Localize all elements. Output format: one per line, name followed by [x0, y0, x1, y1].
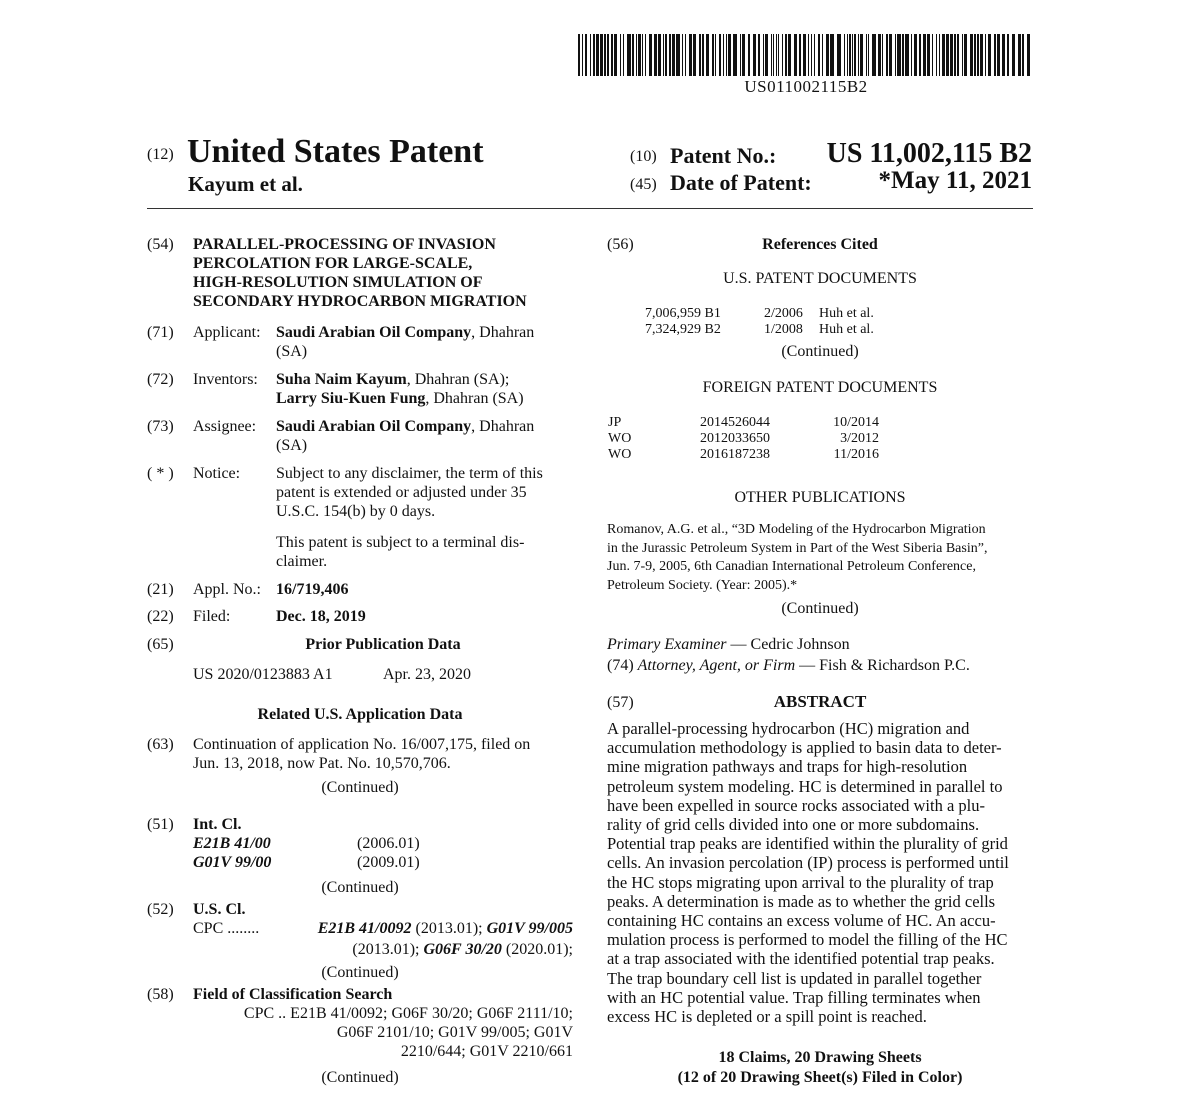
title-line: HIGH-RESOLUTION SIMULATION OF — [193, 274, 483, 291]
foreign-doc-country: WO — [608, 447, 632, 462]
applicant-label: Applicant: — [193, 324, 261, 341]
barcode-image — [578, 34, 1034, 76]
title-line: SECONDARY HYDROCARBON MIGRATION — [193, 293, 527, 310]
foreign-doc-country: WO — [608, 431, 632, 446]
notice-line: Subject to any disclaimer, the term of this — [276, 465, 543, 482]
inventors-label: Inventors: — [193, 371, 258, 388]
code-58: (58) — [147, 986, 174, 1003]
int-cl-code: G01V 99/00 — [193, 854, 272, 871]
patent-number: US 11,002,115 B2 — [826, 138, 1032, 169]
cpc-date: (2020.01); — [501, 941, 573, 958]
code-63: (63) — [147, 736, 174, 753]
abstract-line: A parallel-processing hydrocarbon (HC) migration and — [607, 719, 970, 738]
continued-link[interactable]: (Continued) — [321, 1069, 399, 1086]
int-cl-date: (2009.01) — [357, 854, 420, 871]
foreign-doc-country: JP — [608, 415, 622, 430]
abstract-line: at a trap associated with the identified potential trap peaks. — [607, 949, 995, 969]
cpc-line-1 — [270, 919, 573, 938]
continued-link[interactable]: (Continued) — [321, 964, 399, 981]
terminal-line: This patent is subject to a terminal dis- — [276, 534, 525, 551]
notice-label: Notice: — [193, 465, 241, 482]
appl-no: 16/719,406 — [276, 581, 349, 598]
abstract-line: accumulation methodology is applied to basin data to deter- — [607, 738, 1002, 758]
applicant-location: , Dhahran — [471, 324, 535, 341]
code-45: (45) — [630, 176, 657, 193]
code-10: (10) — [630, 148, 657, 165]
publication-line: Petroleum Society. (Year: 2005).* — [607, 577, 798, 593]
inventor-name: Suha Naim Kayum — [276, 371, 407, 388]
prior-publication-date: Apr. 23, 2020 — [383, 666, 471, 683]
other-publication — [607, 521, 1033, 595]
cpc-line-2 — [270, 940, 573, 959]
cpc-code: G06F 30/20 — [423, 941, 502, 958]
abstract-line: with an HC potential value. Trap filling terminates when — [607, 987, 981, 1007]
abstract-line: petroleum system modeling. HC is determined in parallel to — [607, 776, 1003, 796]
assignee — [276, 417, 534, 455]
continuation-text — [193, 735, 530, 773]
field-line: CPC .. E21B 41/0092; G06F 30/20; G06F 2111/10; — [243, 1005, 573, 1022]
foreign-doc-date: 3/2012 — [840, 431, 879, 446]
cpc-label: CPC ........ — [193, 920, 260, 937]
assignee-location: , Dhahran — [471, 418, 535, 435]
code-57: (57) — [607, 694, 634, 711]
applicant — [276, 323, 534, 361]
primary-examiner — [607, 635, 850, 654]
abstract-line: containing HC contains an excess volume of HC. An accu- — [607, 911, 996, 931]
abstract-line: have been expelled in source rocks associated with a plu- — [607, 795, 985, 815]
other-publications-heading: OTHER PUBLICATIONS — [734, 489, 906, 506]
notice-text — [276, 464, 573, 521]
header-rule — [147, 208, 1033, 209]
date-of-patent: *May 11, 2021 — [878, 167, 1032, 194]
field-of-search-text — [193, 1004, 573, 1061]
barcode-number: US011002115B2 — [744, 77, 868, 96]
inventors — [276, 370, 524, 408]
prior-publication-number: US 2020/0123883 A1 — [193, 666, 333, 683]
prior-publication-heading: Prior Publication Data — [305, 636, 461, 653]
references-cited-heading: References Cited — [762, 236, 878, 253]
code-22: (22) — [147, 608, 174, 625]
related-application-heading: Related U.S. Application Data — [257, 706, 463, 723]
foreign-doc-number: 2016187238 — [700, 447, 770, 462]
cpc-code: E21B 41/0092 — [317, 920, 412, 937]
code-12: (12) — [147, 146, 174, 163]
abstract-heading: ABSTRACT — [773, 692, 867, 711]
us-doc-number: 7,324,929 B2 — [645, 322, 721, 337]
publication-line: Jun. 7-9, 2005, 6th Canadian International Petroleum Conference, — [607, 559, 976, 574]
patent-number-label: Patent No.: — [670, 143, 777, 168]
us-doc-date: 2/2006 — [764, 306, 803, 321]
us-doc-name: Huh et al. — [819, 322, 874, 337]
publication-line: in the Jurassic Petroleum System in Part of the West Siberia Basin”, — [607, 540, 988, 556]
applicant-name: Saudi Arabian Oil Company — [276, 324, 472, 341]
filed-date: Dec. 18, 2019 — [276, 608, 366, 625]
abstract-line: Potential trap peaks are identified within the plurality of grid — [607, 834, 1008, 854]
assignee-label: Assignee: — [193, 418, 257, 435]
code-52: (52) — [147, 901, 174, 918]
abstract-line: mulation process is performed to model the filling of the HC — [607, 930, 1008, 950]
code-71: (71) — [147, 324, 174, 341]
code-72: (72) — [147, 371, 174, 388]
title-line: PERCOLATION FOR LARGE-SCALE, — [193, 255, 473, 272]
claims-summary: 18 Claims, 20 Drawing Sheets — [718, 1049, 922, 1066]
authors: Kayum et al. — [188, 172, 303, 196]
inventor-location: , Dhahran (SA); — [406, 371, 510, 388]
continued-link[interactable]: (Continued) — [321, 879, 399, 896]
applicant-country: (SA) — [276, 343, 308, 360]
title-line: PARALLEL-PROCESSING OF INVASION — [193, 236, 496, 253]
attorney-label: Attorney, Agent, or Firm — [637, 657, 796, 674]
attorney — [607, 656, 970, 675]
abstract-line: The trap boundary cell list is updated in parallel together — [607, 968, 982, 988]
terminal-line: claimer. — [276, 553, 328, 570]
assignee-country: (SA) — [276, 437, 308, 454]
us-patent-documents-heading: U.S. PATENT DOCUMENTS — [723, 270, 917, 287]
abstract-line: cells. An invasion percolation (IP) process is performed until — [607, 853, 1009, 873]
notice-line: patent is extended or adjusted under 35 — [276, 484, 527, 501]
abstract-line: rality of grid cells divided into one or more subdomains. — [607, 815, 980, 835]
code-51: (51) — [147, 816, 174, 833]
abstract-line: peaks. A determination is made as to whether the grid cells — [607, 891, 996, 911]
inventor-location: , Dhahran (SA) — [425, 390, 524, 407]
int-cl-date: (2006.01) — [357, 835, 420, 852]
us-doc-name: Huh et al. — [819, 306, 874, 321]
foreign-doc-number: 2014526044 — [700, 415, 770, 430]
foreign-doc-date: 10/2014 — [833, 415, 879, 430]
cpc-date: (2013.01); — [411, 920, 487, 937]
continuation-line: Jun. 13, 2018, now Pat. No. 10,570,706. — [193, 755, 451, 772]
abstract-line: excess HC is depleted or a spill point is reached. — [607, 1007, 927, 1027]
code-74: (74) — [607, 657, 634, 674]
code-notice: ( * ) — [147, 465, 174, 482]
foreign-doc-number: 2012033650 — [700, 431, 770, 446]
abstract-line: mine migration pathways and traps for high-resolution — [607, 757, 968, 777]
code-65: (65) — [147, 636, 174, 653]
code-56: (56) — [607, 236, 634, 253]
terminal-disclaimer — [276, 533, 524, 571]
filed-label: Filed: — [193, 608, 231, 625]
int-cl-label: Int. Cl. — [193, 816, 242, 833]
foreign-doc-date: 11/2016 — [833, 447, 879, 462]
examiner-label: Primary Examiner — [607, 636, 727, 653]
code-21: (21) — [147, 581, 174, 598]
field-line: G06F 2101/10; G01V 99/005; G01V — [336, 1024, 573, 1041]
assignee-name: Saudi Arabian Oil Company — [276, 418, 472, 435]
inventor-name: Larry Siu-Kuen Fung — [276, 390, 426, 407]
us-doc-number: 7,006,959 B1 — [645, 306, 721, 321]
field-line: 2210/644; G01V 2210/661 — [400, 1043, 573, 1060]
publication-line: Romanov, A.G. et al., “3D Modeling of the Hydrocarbon Migration — [607, 522, 986, 537]
continuation-line: Continuation of application No. 16/007,175, filed on — [193, 736, 531, 753]
code-54: (54) — [147, 236, 174, 253]
notice-line: U.S.C. 154(b) by 0 days. — [276, 503, 436, 520]
appl-no-label: Appl. No.: — [193, 581, 261, 598]
abstract-line: the HC stops migrating upon arrival to the plurality of trap — [607, 872, 994, 892]
cpc-date: (2013.01); — [352, 941, 424, 958]
patent-title — [193, 235, 527, 311]
foreign-patent-documents-heading: FOREIGN PATENT DOCUMENTS — [702, 379, 938, 396]
us-doc-date: 1/2008 — [764, 322, 803, 337]
continued-link[interactable]: (Continued) — [781, 343, 859, 360]
attorney-name: — Fish & Richardson P.C. — [795, 657, 970, 674]
drawing-sheets-summary: (12 of 20 Drawing Sheet(s) Filed in Color) — [677, 1069, 963, 1086]
cpc-code: G01V 99/005 — [486, 920, 573, 937]
examiner-name: — Cedric Johnson — [726, 636, 850, 653]
code-73: (73) — [147, 418, 174, 435]
int-cl-code: E21B 41/00 — [193, 835, 271, 852]
us-cl-label: U.S. Cl. — [193, 901, 246, 918]
continued-link[interactable]: (Continued) — [781, 600, 859, 617]
continued-link[interactable]: (Continued) — [321, 779, 399, 796]
document-type: United States Patent — [187, 133, 484, 170]
date-of-patent-label: Date of Patent: — [670, 170, 812, 195]
field-of-search-label: Field of Classification Search — [193, 986, 393, 1003]
abstract-text — [607, 719, 1033, 1026]
